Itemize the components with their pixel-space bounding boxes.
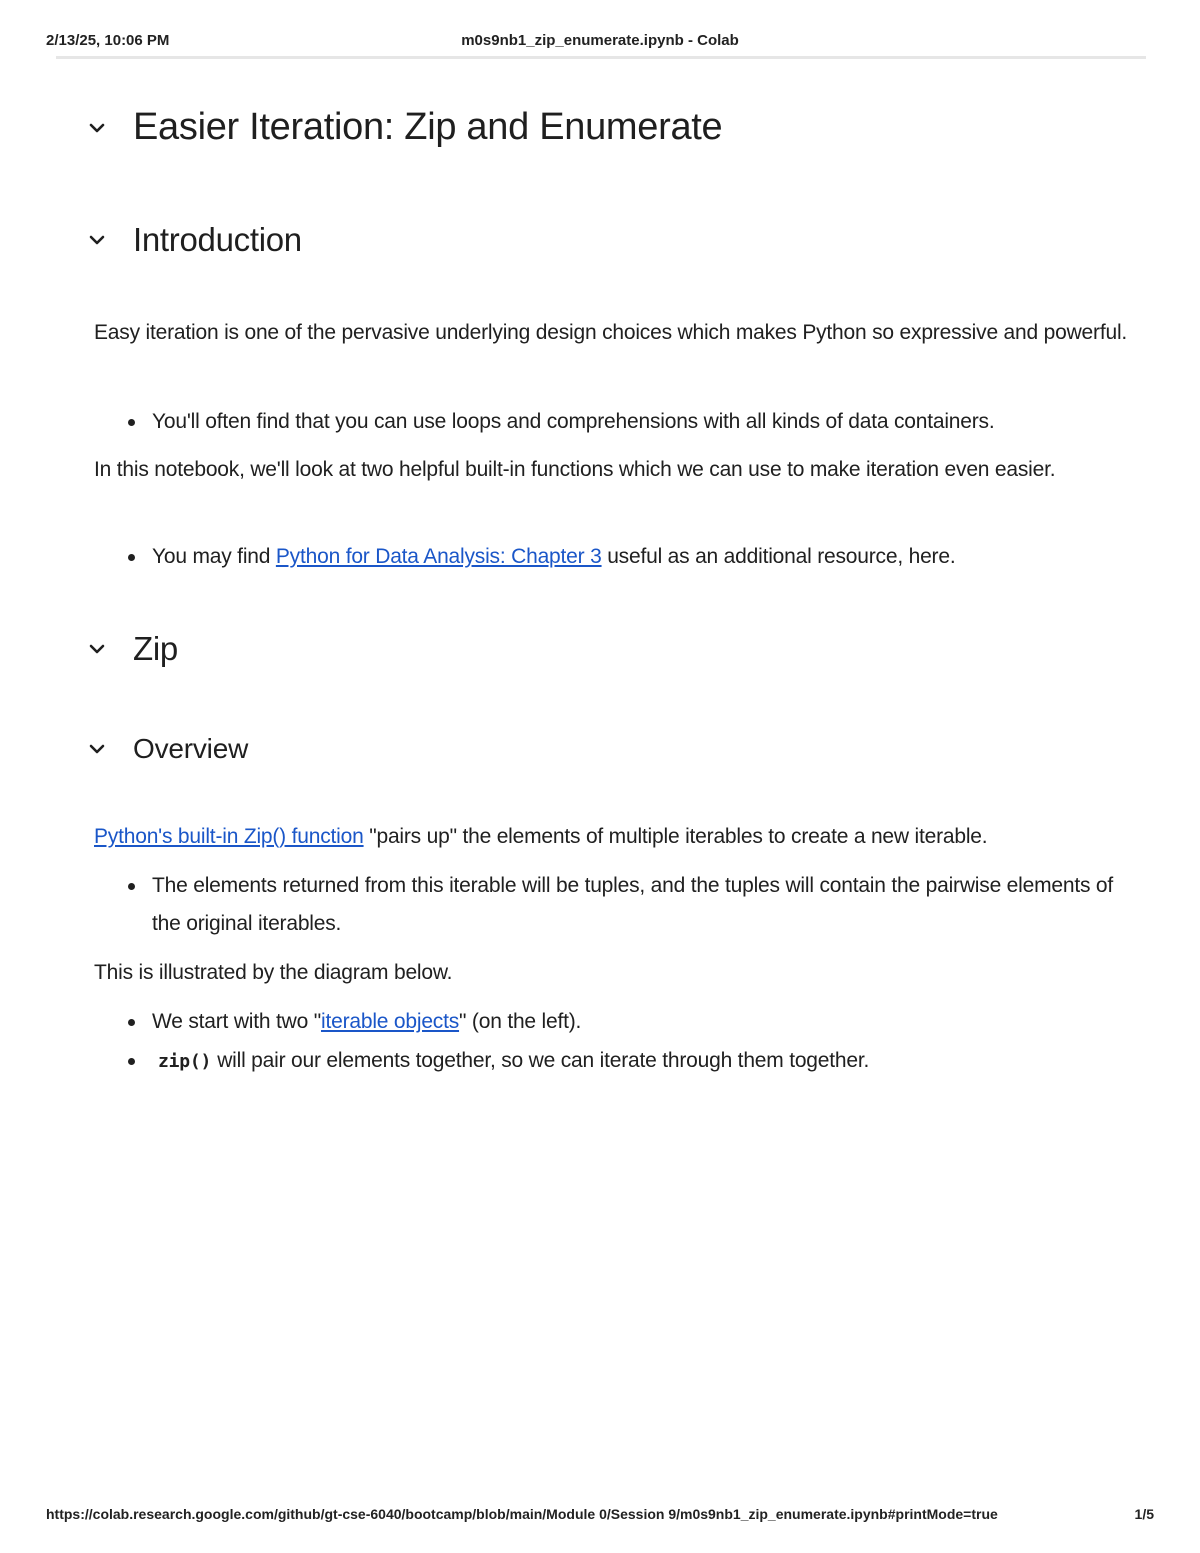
- page-number: 1/5: [1134, 1506, 1154, 1522]
- section-introduction: [86, 221, 302, 259]
- chevron-down-icon[interactable]: [86, 638, 108, 660]
- print-footer: [0, 1506, 1200, 1530]
- bullet-text: [152, 1003, 1128, 1041]
- zip-heading: Zip: [133, 630, 178, 667]
- chevron-down-icon[interactable]: [86, 229, 108, 251]
- section-main-title: [86, 106, 722, 149]
- print-url: https://colab.research.google.com/github/gt-cse-6040/bootcamp/blob/main/Module 0/Session 9/m0s9nb1_zip_enumerate.ipynb#printMode=true: [46, 1506, 998, 1522]
- section-zip: [86, 630, 178, 668]
- zip-code: zip(): [158, 1051, 212, 1072]
- print-header: [0, 0, 1200, 56]
- overview-bullet-3: [128, 1042, 1128, 1081]
- intro-bullet-2: [128, 538, 1128, 576]
- bullet-dot: [128, 1019, 135, 1026]
- bullet-text: [152, 538, 1128, 576]
- bullet-dot: [128, 554, 135, 561]
- intro-paragraph-2: In this notebook, we'll look at two helpful built-in functions which we can use to make iteration even easier.: [94, 458, 1056, 481]
- main-title-heading: Easier Iteration: Zip and Enumerate: [133, 106, 723, 148]
- header-divider: [56, 56, 1146, 59]
- section-overview: [86, 733, 248, 765]
- overview-paragraph-1-text: "pairs up" the elements of multiple iterables to create a new iterable.: [363, 825, 988, 848]
- iterable-objects-link[interactable]: iterable objects: [320, 1010, 460, 1033]
- pyda-chapter3-link[interactable]: Python for Data Analysis: Chapter 3: [275, 545, 602, 568]
- bullet-text: You'll often find that you can use loops and comprehensions with all kinds of data containers.: [152, 410, 995, 433]
- zip-function-link[interactable]: Python's built-in Zip() function: [94, 825, 364, 848]
- intro-bullet-1: [128, 403, 1128, 441]
- chevron-down-icon[interactable]: [86, 738, 108, 760]
- bullet-text: The elements returned from this iterable will be tuples, and the tuples will contain the pairwise elements of the original iterables.: [152, 874, 1114, 935]
- bullet-text-pre: We start with two ": [152, 1010, 321, 1033]
- overview-paragraph-1: [94, 818, 1144, 856]
- bullet-dot: [128, 419, 135, 426]
- bullet-text-post: " (on the left).: [459, 1010, 582, 1033]
- introduction-heading: Introduction: [133, 221, 302, 258]
- bullet-text-pre: You may find: [152, 545, 276, 568]
- bullet-dot: [128, 883, 135, 890]
- overview-heading: Overview: [133, 733, 249, 764]
- print-title: m0s9nb1_zip_enumerate.ipynb - Colab: [461, 32, 739, 49]
- print-date: 2/13/25, 10:06 PM: [46, 32, 170, 49]
- overview-bullet-1: [128, 867, 1128, 943]
- bullet-text: [152, 1042, 1128, 1081]
- bullet-dot: [128, 1058, 135, 1065]
- overview-paragraph-2: This is illustrated by the diagram below.: [94, 961, 453, 984]
- bullet-text-post: will pair our elements together, so we can iterate through them together.: [217, 1049, 870, 1072]
- overview-bullet-2: [128, 1003, 1128, 1041]
- chevron-down-icon[interactable]: [86, 117, 108, 139]
- intro-paragraph-1: Easy iteration is one of the pervasive underlying design choices which makes Python so expressive and powerful.: [94, 321, 1128, 344]
- bullet-text-post: useful as an additional resource, here.: [601, 545, 956, 568]
